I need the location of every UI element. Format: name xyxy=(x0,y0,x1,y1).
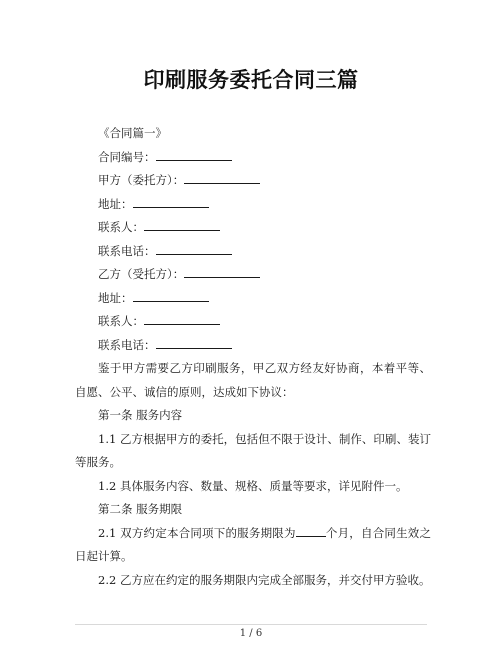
field-party-b xyxy=(75,263,431,287)
fill-blank xyxy=(144,313,220,325)
field-label: 联系电话： xyxy=(98,337,156,352)
field-label: 合同编号： xyxy=(98,149,156,164)
field-label: 联系人： xyxy=(98,314,144,328)
clause-2-2: 2.2 乙方应在约定的服务期限内完成全部服务，并交付甲方验收。 xyxy=(98,572,431,587)
fill-blank xyxy=(133,290,209,302)
section-label: 《合同篇一》 xyxy=(98,126,167,140)
fill-blank xyxy=(156,149,232,161)
clause-2-1-text-after: 个月，自合同生效之日起计算。 xyxy=(75,525,432,563)
field-address-b xyxy=(75,287,431,311)
article-2-heading: 第二条 服务期限 xyxy=(98,502,183,516)
clause-1-2: 1.2 具体服务内容、数量、规格、质量等要求，详见附件一。 xyxy=(98,478,408,493)
field-contract-no xyxy=(75,146,431,170)
contract-body xyxy=(75,122,431,592)
clause-2-1 xyxy=(75,522,431,569)
field-party-a xyxy=(75,169,431,193)
field-label: 地址： xyxy=(98,290,133,305)
field-label: 甲方（委托方）： xyxy=(98,173,185,187)
fill-blank xyxy=(184,266,260,278)
document-title: 印刷服务委托合同三篇 xyxy=(143,68,359,92)
field-contact-b xyxy=(75,310,431,334)
field-label: 联系电话： xyxy=(98,243,156,258)
field-phone-a xyxy=(75,240,431,264)
field-contact-a xyxy=(75,216,431,240)
preamble-paragraph: 鉴于甲方需要乙方印刷服务，甲乙双方经友好协商，本着平等、自愿、公平、诚信的原则，达成如下协议： xyxy=(75,361,431,399)
page-indicator: 1 / 6 xyxy=(239,628,263,639)
clause-1-1: 1.1 乙方根据甲方的委托，包括但不限于设计、制作、印刷、装订等服务。 xyxy=(75,431,431,469)
footer-divider xyxy=(75,624,427,625)
field-label: 联系人： xyxy=(98,220,144,234)
fill-blank-months xyxy=(296,525,326,537)
fill-blank xyxy=(156,243,232,255)
field-phone-b xyxy=(75,334,431,358)
fill-blank xyxy=(133,196,209,208)
fill-blank xyxy=(184,172,260,184)
clause-2-1-text-before: 2.1 双方约定本合同项下的服务期限为 xyxy=(98,525,296,540)
fill-blank xyxy=(156,337,232,349)
article-1-heading: 第一条 服务内容 xyxy=(98,408,183,422)
field-label: 地址： xyxy=(98,196,133,211)
fill-blank xyxy=(144,219,220,231)
field-label: 乙方（受托方）： xyxy=(98,267,185,281)
field-address-a xyxy=(75,193,431,217)
